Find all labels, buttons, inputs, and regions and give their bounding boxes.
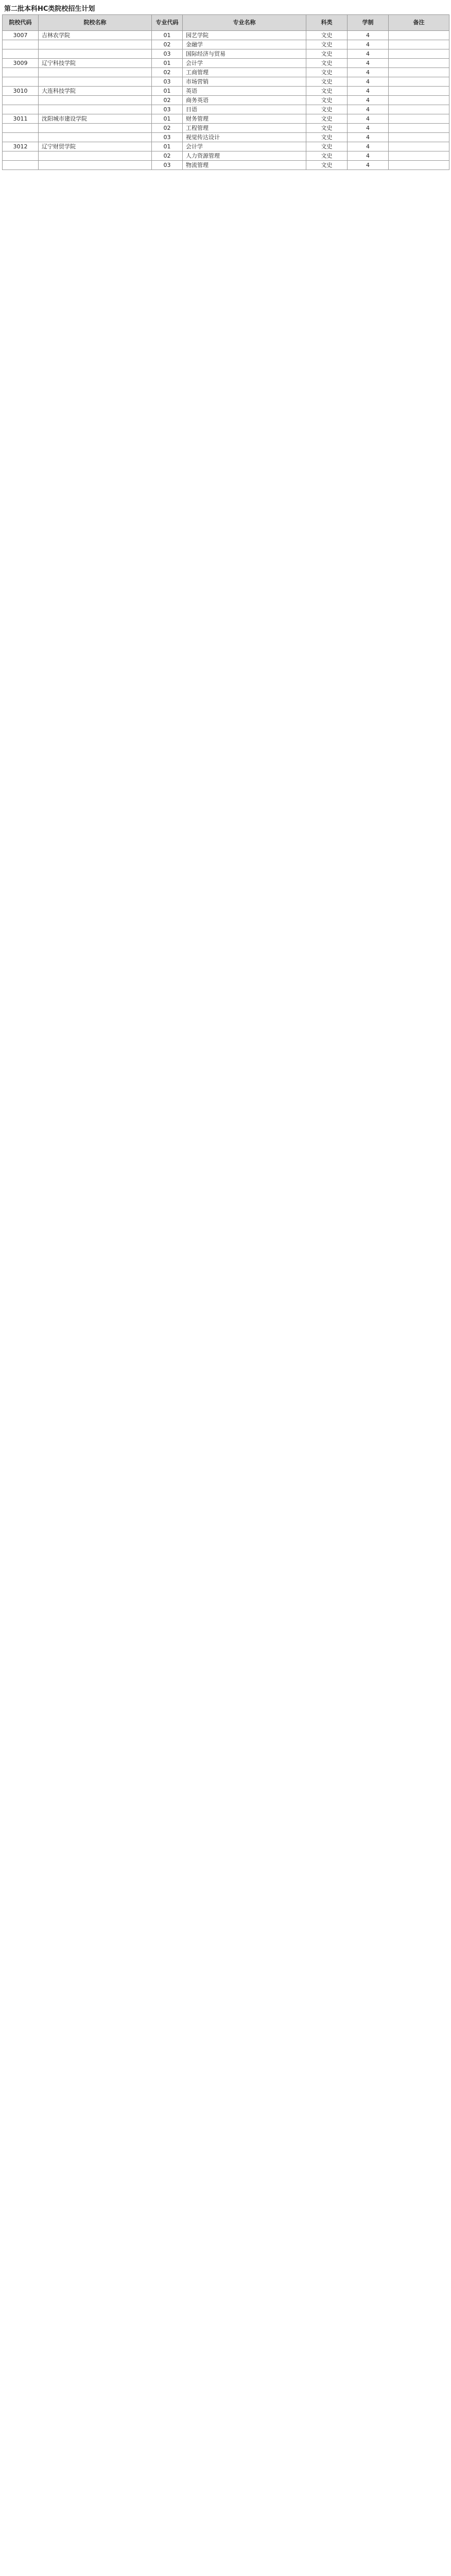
table-cell: 03 [152,133,183,142]
table-cell: 3007 [3,31,39,40]
table-cell: 文史 [306,49,348,59]
column-header: 专业代码 [152,15,183,31]
table-cell: 园艺学院 [183,31,306,40]
table-cell [3,96,39,105]
table-cell [389,87,449,96]
table-cell: 02 [152,40,183,49]
table-cell: 03 [152,105,183,114]
table-cell [39,133,152,142]
table-row [3,87,449,96]
table-cell: 商务英语 [183,96,306,105]
column-header: 科类 [306,15,348,31]
table-cell [3,133,39,142]
table-cell: 4 [348,68,389,77]
table-cell: 文史 [306,40,348,49]
table-cell [39,96,152,105]
table-cell [39,40,152,49]
table-cell: 01 [152,142,183,151]
table-cell: 4 [348,105,389,114]
table-row [3,96,449,105]
table-cell [389,49,449,59]
table-cell [3,68,39,77]
table-cell [389,40,449,49]
table-cell: 会计学 [183,59,306,68]
table-cell [389,68,449,77]
table-cell: 人力资源管理 [183,151,306,161]
table-cell: 财务管理 [183,114,306,124]
table-cell: 4 [348,77,389,87]
table-cell [389,105,449,114]
table-cell: 市场营销 [183,77,306,87]
table-cell: 文史 [306,105,348,114]
table-cell: 文史 [306,59,348,68]
table-cell [3,77,39,87]
table-cell: 4 [348,114,389,124]
column-header: 备注 [389,15,449,31]
table-cell: 01 [152,59,183,68]
table-row [3,68,449,77]
table-cell: 4 [348,40,389,49]
table-cell [39,161,152,170]
table-cell: 沈阳城市建设学院 [39,114,152,124]
table-cell: 3009 [3,59,39,68]
table-cell [389,59,449,68]
table-cell: 3012 [3,142,39,151]
table-cell [39,77,152,87]
table-row [3,40,449,49]
table-cell [3,49,39,59]
table-cell [39,68,152,77]
table-cell [389,77,449,87]
table-cell: 4 [348,96,389,105]
table-cell: 辽宁科技学院 [39,59,152,68]
table-cell: 01 [152,31,183,40]
table-row [3,124,449,133]
table-cell: 02 [152,68,183,77]
table-cell: 文史 [306,31,348,40]
column-header: 学制 [348,15,389,31]
table-cell: 文史 [306,87,348,96]
table-cell: 4 [348,161,389,170]
table-cell: 大连科技学院 [39,87,152,96]
table-cell [389,142,449,151]
table-cell: 03 [152,49,183,59]
table-header-row [3,15,449,31]
table-cell [389,114,449,124]
table-cell [389,31,449,40]
table-row [3,77,449,87]
table-row [3,114,449,124]
table-cell: 工商管理 [183,68,306,77]
table-cell: 日语 [183,105,306,114]
table-cell: 4 [348,87,389,96]
table-cell [3,151,39,161]
table-cell: 02 [152,124,183,133]
table-row [3,105,449,114]
table-cell: 金融学 [183,40,306,49]
table-cell [389,96,449,105]
table-cell: 4 [348,124,389,133]
table-cell [3,161,39,170]
table-cell: 文史 [306,133,348,142]
table-cell [39,105,152,114]
table-cell: 吉林农学院 [39,31,152,40]
table-cell: 国际经济与贸易 [183,49,306,59]
table-row [3,49,449,59]
table-cell: 4 [348,142,389,151]
table-row [3,133,449,142]
table-cell [389,133,449,142]
enrollment-table [2,14,449,170]
table-cell: 物流管理 [183,161,306,170]
table-cell: 英语 [183,87,306,96]
column-header: 院校代码 [3,15,39,31]
table-cell: 3010 [3,87,39,96]
table-cell [3,40,39,49]
table-cell [39,49,152,59]
table-cell: 文史 [306,151,348,161]
table-row [3,142,449,151]
table-cell: 03 [152,161,183,170]
table-row [3,161,449,170]
table-cell: 工程管理 [183,124,306,133]
table-cell: 辽宁财贸学院 [39,142,152,151]
table-cell: 文史 [306,124,348,133]
table-cell [3,105,39,114]
table-cell: 4 [348,59,389,68]
table-cell: 会计学 [183,142,306,151]
table-cell: 文史 [306,96,348,105]
table-cell: 4 [348,133,389,142]
table-row [3,151,449,161]
table-cell [39,124,152,133]
table-cell: 02 [152,151,183,161]
table-cell: 文史 [306,114,348,124]
table-cell: 02 [152,96,183,105]
table-cell: 3011 [3,114,39,124]
table-cell: 文史 [306,68,348,77]
table-cell [39,151,152,161]
table-cell: 03 [152,77,183,87]
column-header: 院校名称 [39,15,152,31]
table-cell: 文史 [306,161,348,170]
table-cell: 文史 [306,77,348,87]
table-cell [3,124,39,133]
table-cell: 文史 [306,142,348,151]
table-cell [389,151,449,161]
table-cell: 01 [152,87,183,96]
table-cell [389,124,449,133]
table-row [3,31,449,40]
table-cell: 4 [348,31,389,40]
page-title: 第二批本科HC类院校招生计划 [4,5,95,13]
table-cell: 4 [348,49,389,59]
column-header: 专业名称 [183,15,306,31]
table-cell: 4 [348,151,389,161]
table-row [3,59,449,68]
table-cell: 视觉传达设计 [183,133,306,142]
table-cell [389,161,449,170]
table-cell: 01 [152,114,183,124]
